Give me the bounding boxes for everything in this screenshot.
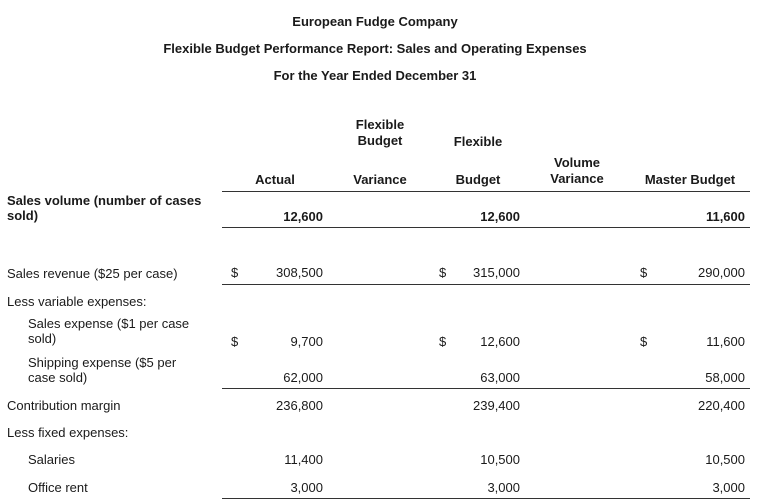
contribution-margin-label: Contribution margin xyxy=(7,398,121,413)
salaries-flexible-budget: 10,500 xyxy=(480,452,520,467)
salaries-actual: 11,400 xyxy=(284,452,323,467)
sales-volume-label-line1: Sales volume (number of cases xyxy=(7,193,202,208)
shipping-expense-master-budget: 58,000 xyxy=(705,370,745,385)
sales-volume-underline xyxy=(222,227,750,228)
office-rent-actual: 3,000 xyxy=(290,480,323,495)
header-volume-variance-line2: Variance xyxy=(550,171,604,186)
report-title: Flexible Budget Performance Report: Sales and Operating Expenses xyxy=(163,41,587,56)
sales-expense-label-line1: Sales expense ($1 per case xyxy=(28,316,190,331)
sales-revenue-master-currency: $ xyxy=(640,265,648,280)
sales-expense-label-line2: sold) xyxy=(28,331,57,346)
header-master-budget: Master Budget xyxy=(644,172,736,187)
sales-revenue-underline xyxy=(222,284,750,285)
header-flexible-budget-line1: Flexible xyxy=(453,134,503,149)
sales-revenue-flexible-currency: $ xyxy=(439,265,447,280)
contribution-margin-master-budget: 220,400 xyxy=(698,398,745,413)
sales-volume-actual: 12,600 xyxy=(283,209,323,224)
sales-revenue-actual: 308,500 xyxy=(276,265,323,280)
sales-expense-actual-currency: $ xyxy=(231,334,239,349)
header-flexible-budget-line2: Budget xyxy=(455,172,501,187)
sales-revenue-flexible-budget: 315,000 xyxy=(473,265,520,280)
less-variable-expenses-label: Less variable expenses: xyxy=(7,294,147,309)
sales-volume-flexible-budget: 12,600 xyxy=(480,209,520,224)
sales-volume-label-line2: sold) xyxy=(7,208,39,223)
salaries-master-budget: 10,500 xyxy=(705,452,745,467)
contribution-margin-actual: 236,800 xyxy=(276,398,323,413)
office-rent-underline xyxy=(222,498,750,499)
office-rent-flexible-budget: 3,000 xyxy=(487,480,520,495)
header-flexible-budget-variance-line2: Budget xyxy=(357,133,403,148)
company-name: European Fudge Company xyxy=(292,14,458,29)
contribution-margin-flexible-budget: 239,400 xyxy=(473,398,520,413)
less-fixed-expenses-label: Less fixed expenses: xyxy=(7,425,129,440)
sales-expense-flexible-budget: 12,600 xyxy=(480,334,520,349)
header-underline xyxy=(222,191,750,192)
header-flexible-budget-variance-line3: Variance xyxy=(353,172,407,187)
sales-revenue-master-budget: 290,000 xyxy=(698,265,745,280)
sales-revenue-label: Sales revenue ($25 per case) xyxy=(7,266,178,281)
sales-volume-master-budget: 11,600 xyxy=(705,209,745,224)
sales-expense-actual: 9,700 xyxy=(290,334,323,349)
shipping-expense-actual: 62,000 xyxy=(283,370,323,385)
shipping-expense-underline xyxy=(222,388,750,389)
header-flexible-budget-variance-line1: Flexible xyxy=(355,117,405,132)
shipping-expense-label-line1: Shipping expense ($5 per xyxy=(28,355,177,370)
report-period: For the Year Ended December 31 xyxy=(273,68,477,83)
header-volume-variance-line1: Volume xyxy=(554,155,600,170)
salaries-label: Salaries xyxy=(28,452,75,467)
sales-expense-flexible-currency: $ xyxy=(439,334,447,349)
header-actual: Actual xyxy=(255,172,295,187)
shipping-expense-label-line2: case sold) xyxy=(28,370,88,385)
sales-expense-master-currency: $ xyxy=(640,334,648,349)
office-rent-master-budget: 3,000 xyxy=(712,480,745,495)
shipping-expense-flexible-budget: 63,000 xyxy=(480,370,520,385)
sales-revenue-actual-currency: $ xyxy=(231,265,239,280)
sales-expense-master-budget: 11,600 xyxy=(706,334,745,349)
office-rent-label: Office rent xyxy=(28,480,88,495)
